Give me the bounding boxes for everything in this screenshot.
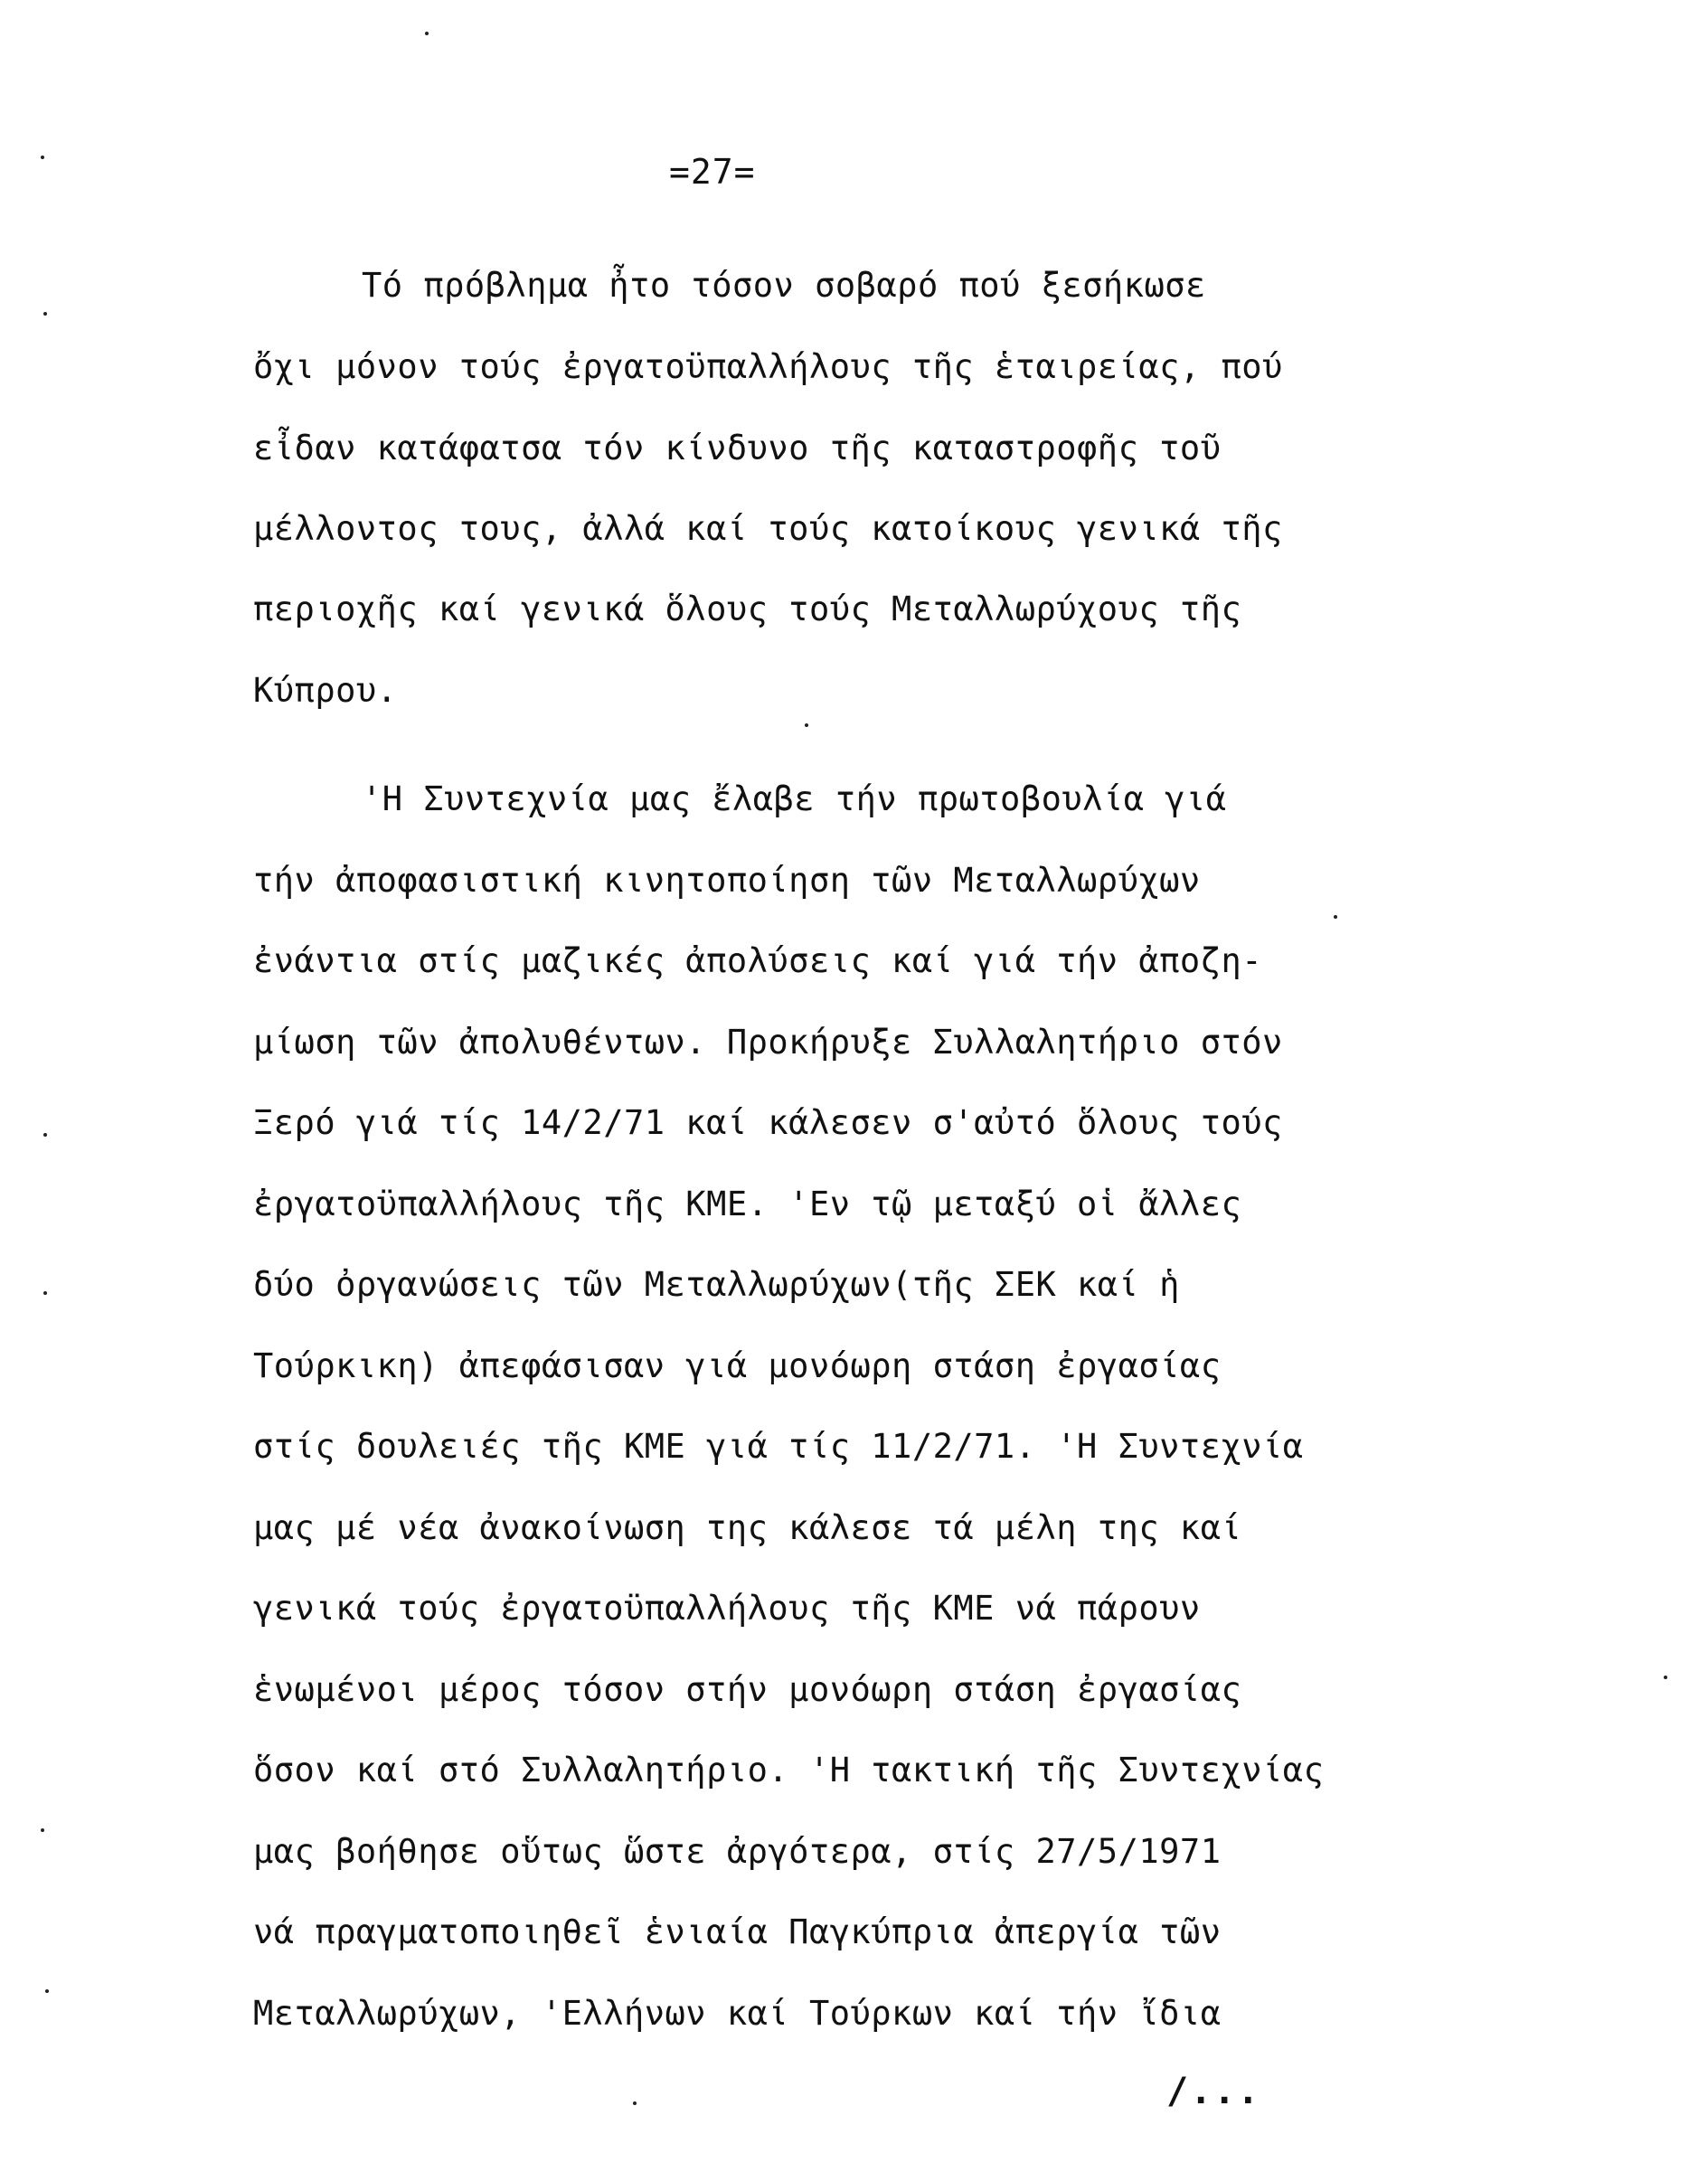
scan-speck xyxy=(633,2101,637,2105)
scan-speck xyxy=(41,1828,44,1832)
scan-speck xyxy=(425,32,429,35)
continuation-mark: /... xyxy=(1166,2071,1261,2112)
text-line: Τό πρόβλημα ἦτο τόσον σοβαρό πού ξεσήκωσε xyxy=(362,266,1206,305)
scan-speck xyxy=(43,1133,47,1137)
scan-speck xyxy=(45,1989,49,1993)
scan-speck xyxy=(41,156,44,159)
text-line: 'Η Συντεχνία μας ἔλαβε τήν πρωτοβουλία γιά xyxy=(362,779,1227,818)
text-line: στίς δουλειές τῆς ΚΜΕ γιά τίς 11/2/71. 'Η Συντεχνία xyxy=(253,1427,1304,1466)
text-line: εἶδαν κατάφατσα τόν κίνδυνο τῆς καταστροφῆς τοῦ xyxy=(253,429,1222,467)
scan-speck xyxy=(1334,915,1337,919)
text-line: μας μέ νέα ἀνακοίνωση της κάλεσε τά μέλη της καί xyxy=(253,1508,1242,1547)
text-line: νά πραγματοποιηθεῖ ἑνιαία Παγκύπρια ἀπεργία τῶν xyxy=(253,1912,1222,1951)
text-line: μας βοήθησε οὕτως ὥστε ἀργότερα, στίς 27/5/1971 xyxy=(253,1832,1222,1871)
text-line: δύο ὀργανώσεις τῶν Μεταλλωρύχων(τῆς ΣΕΚ καί ἡ xyxy=(253,1265,1180,1304)
scan-speck xyxy=(43,312,47,316)
text-line: ἐνάντια στίς μαζικές ἀπολύσεις καί γιά τήν ἀποζη- xyxy=(253,941,1263,980)
text-line: Μεταλλωρύχων, 'Ελλήνων καί Τούρκων καί τήν ἴδια xyxy=(253,1994,1222,2033)
text-line: ὅσον καί στό Συλλαλητήριο. 'Η τακτική τῆς Συντεχνίας xyxy=(253,1751,1325,1790)
text-line: μέλλοντος τους, ἀλλά καί τούς κατοίκους γενικά τῆς xyxy=(253,509,1283,548)
text-line: Ξερό γιά τίς 14/2/71 καί κάλεσεν σ'αὐτό ὅλους τούς xyxy=(253,1103,1283,1142)
text-line: τήν ἀποφασιστική κινητοποίηση τῶν Μεταλλωρύχων xyxy=(253,861,1201,900)
scan-speck xyxy=(43,1291,47,1295)
text-line: ἑνωμένοι μέρος τόσον στήν μονόωρη στάση ἐργασίας xyxy=(253,1670,1242,1709)
text-line: Κύπρου. xyxy=(253,671,398,710)
text-line: ἐργατοϋπαλλήλους τῆς ΚΜΕ. 'Εν τῷ μεταξύ οἱ ἄλλες xyxy=(253,1185,1242,1223)
text-line: ὄχι μόνον τούς ἐργατοϋπαλλήλους τῆς ἑταιρείας, πού xyxy=(253,347,1283,386)
text-line: γενικά τούς ἐργατοϋπαλλήλους τῆς ΚΜΕ νά πάρουν xyxy=(253,1589,1201,1628)
text-line: Τούρκικη) ἀπεφάσισαν γιά μονόωρη στάση ἐργασίας xyxy=(253,1346,1222,1385)
page-number: =27= xyxy=(669,152,756,192)
text-line: μίωση τῶν ἀπολυθέντων. Προκήρυξε Συλλαλητήριο στόν xyxy=(253,1023,1283,1062)
text-line: περιοχῆς καί γενικά ὅλους τούς Μεταλλωρύχους τῆς xyxy=(253,590,1242,628)
scan-speck xyxy=(1664,1676,1667,1679)
scan-speck xyxy=(805,723,808,727)
